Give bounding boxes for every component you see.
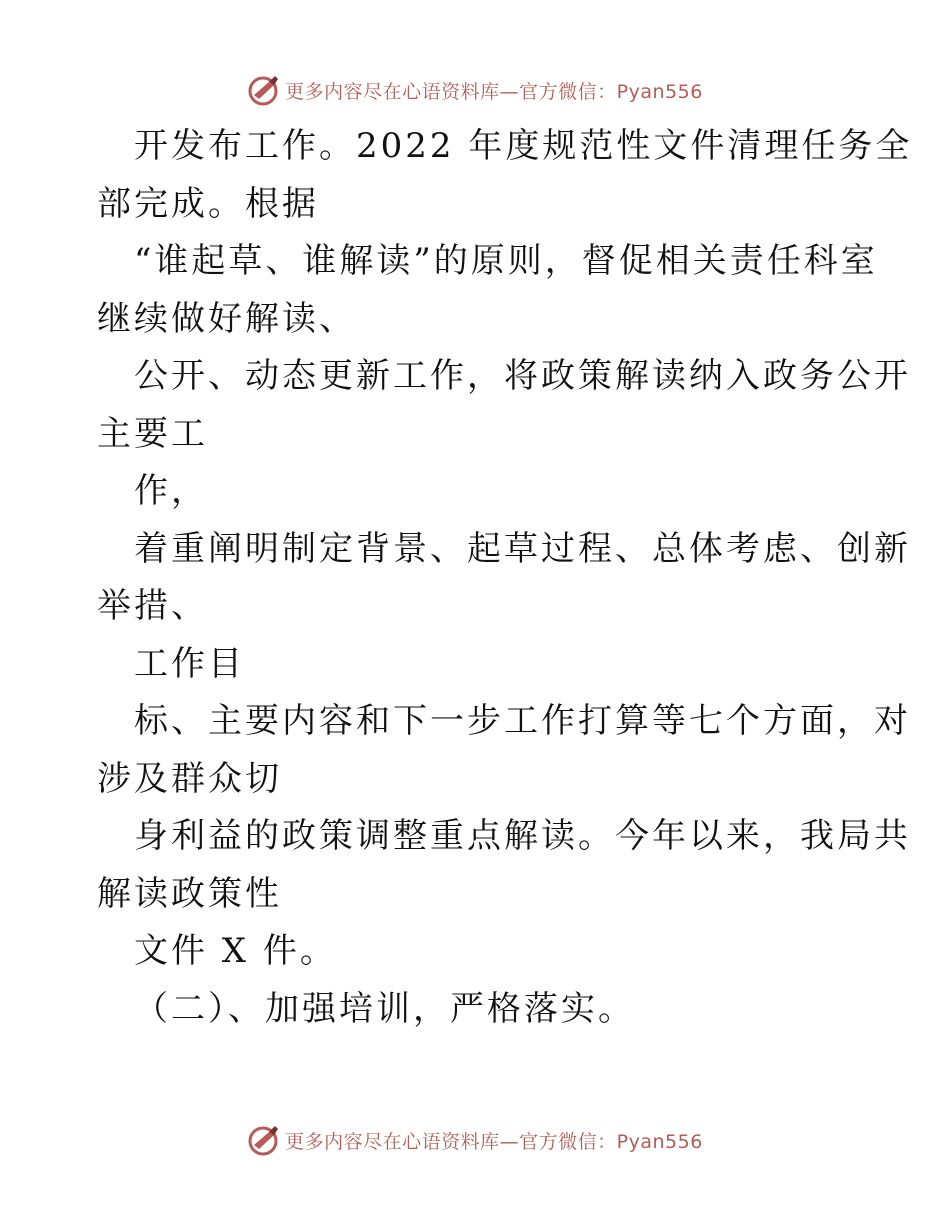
text-line: 涉及群众切 [97,758,282,799]
text-line: 着重阐明制定背景、起草过程、总体考虑、创新 [134,528,911,569]
text-line: 作， [134,471,208,511]
text-line: （二）、加强培训，严格落实。 [134,988,635,1029]
text-line: 举措、 [97,586,208,626]
pen-logo-icon [247,1123,281,1157]
text-line: 部完成。根据 [97,183,319,224]
text-line: 文件 X 件。 [134,931,337,971]
text-line: 工作目 [134,643,245,684]
pen-logo-icon [247,73,281,107]
text-line: 公开、动态更新工作，将政策解读纳入政务公开 [134,356,911,396]
text-line: “谁起草、谁解读”的原则，督促相关责任科室 [134,241,878,281]
text-line: 主要工 [97,413,208,454]
header-watermark-text: 更多内容尽在心语资料库—官方微信：Pyan556 [285,80,703,103]
header-watermark [0,70,950,110]
document-body [97,118,913,1038]
text-line: 继续做好解读、 [97,298,356,339]
text-line: 开发布工作。2022 年度规范性文件清理任务全 [134,126,913,166]
text-line: 解读政策性 [97,873,282,914]
footer-watermark-text: 更多内容尽在心语资料库—官方微信：Pyan556 [285,1130,703,1153]
footer-watermark [0,1120,950,1160]
text-line: 标、主要内容和下一步工作打算等七个方面，对 [134,701,911,741]
text-line: 身利益的政策调整重点解读。今年以来，我局共 [134,816,911,856]
